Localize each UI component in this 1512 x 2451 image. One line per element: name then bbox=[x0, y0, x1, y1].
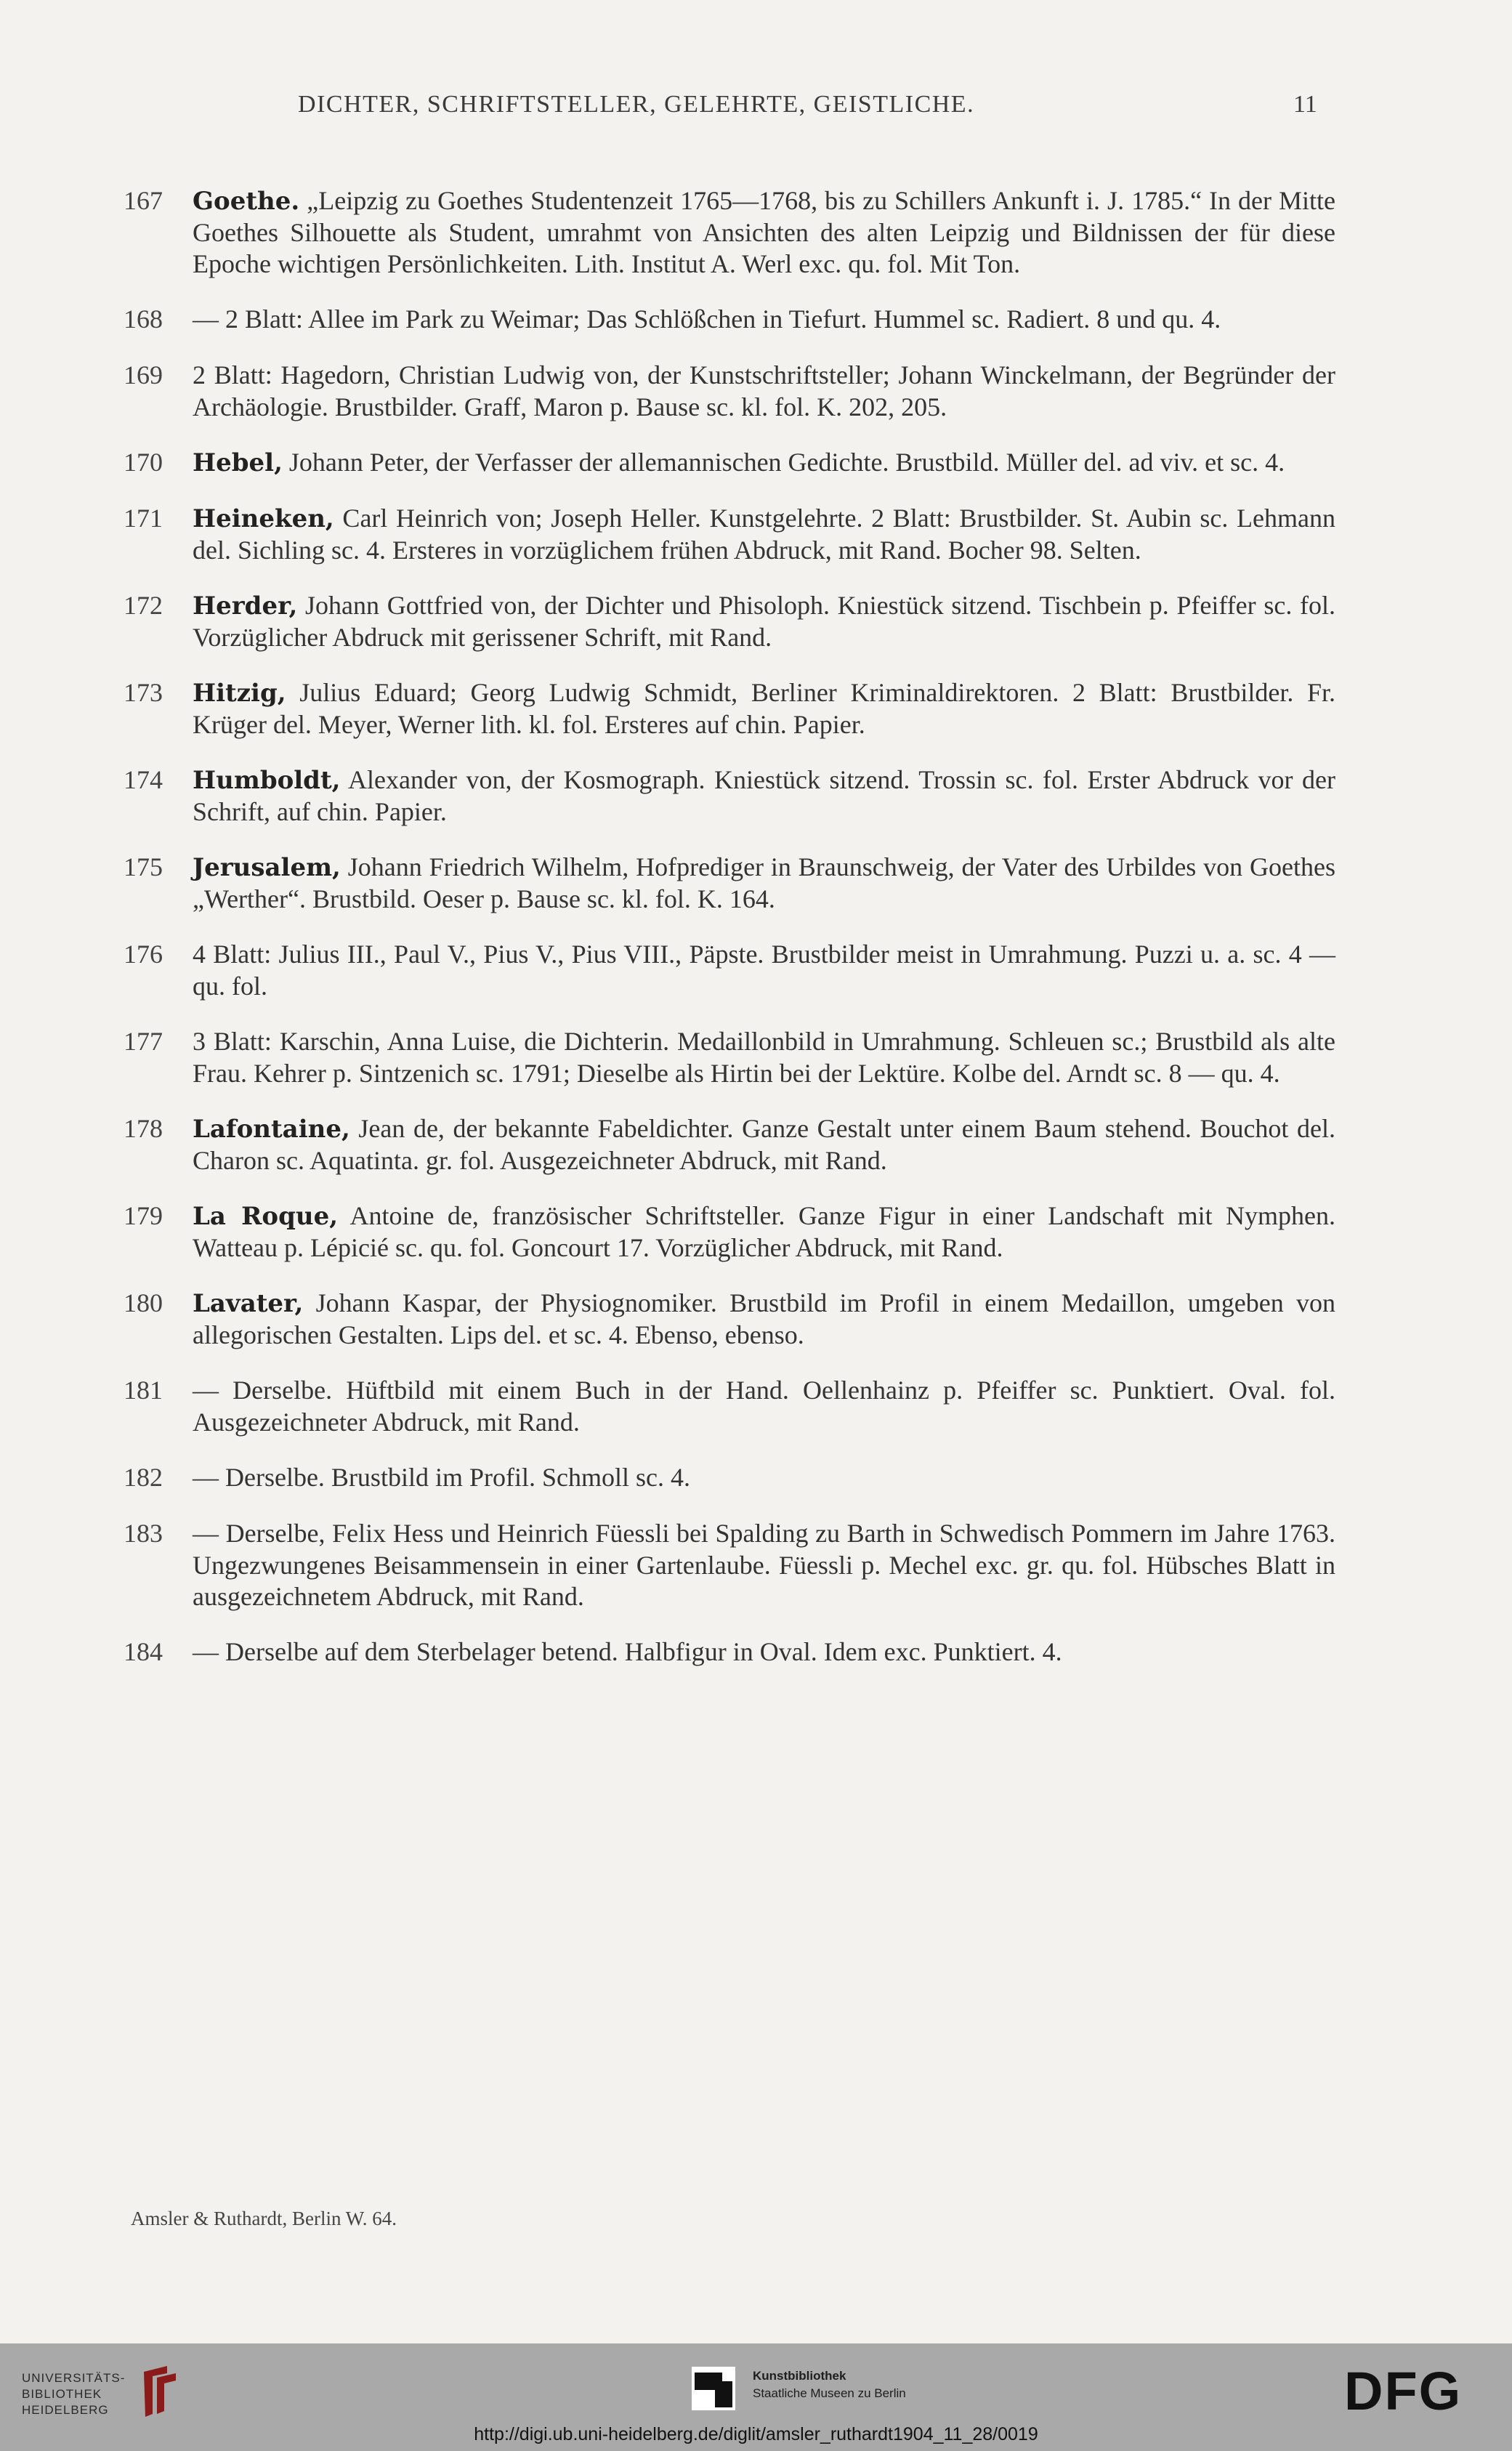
dfg-logo[interactable]: DFG bbox=[1344, 2361, 1463, 2421]
catalog-entry bbox=[124, 503, 1335, 566]
entry-number: 169 bbox=[124, 360, 163, 389]
catalog-entry bbox=[124, 590, 1335, 653]
entry-text: Johann Gottfried von, der Dichter und Phisoloph. Kniestück sitzend. Tischbein p. Pfeiffer sc. fol. Vorzüglicher Abdruck mit gerissener Schrift, mit Rand. bbox=[193, 591, 1335, 652]
catalog-entry bbox=[124, 1200, 1335, 1264]
entry-text: — Derselbe. Hüftbild mit einem Buch in der Hand. Oellenhainz p. Pfeiffer sc. Punktiert. Oval. fol. Ausgezeichneter Abdruck, mit Rand. bbox=[193, 1376, 1335, 1437]
entry-text: Carl Heinrich von; Joseph Heller. Kunstgelehrte. 2 Blatt: Brustbilder. St. Aubin sc. Lehmann del. Sichling sc. 4. Ersteres in vorzüglichem frühen Abdruck, mit Rand. Bocher 98. Selten. bbox=[193, 504, 1335, 565]
entry-text: Johann Kaspar, der Physiognomiker. Brustbild im Profil in einem Medaillon, umgeben von allegorischen Gestalten. Lips del. et sc. 4. Ebenso, ebenso. bbox=[193, 1288, 1335, 1349]
running-title: DICHTER, SCHRIFTSTELLER, GELEHRTE, GEISTLICHE. bbox=[298, 91, 975, 118]
entry-number: 178 bbox=[124, 1114, 163, 1143]
entry-number: 181 bbox=[124, 1376, 163, 1405]
catalog-entry bbox=[124, 1518, 1335, 1612]
entry-text: — 2 Blatt: Allee im Park zu Weimar; Das Schlößchen in Tiefurt. Hummel sc. Radiert. 8 und qu. 4. bbox=[193, 304, 1221, 334]
entry-name: Herder, bbox=[193, 591, 298, 621]
catalog-entry bbox=[124, 360, 1335, 423]
entry-text: Johann Friedrich Wilhelm, Hofprediger in Braunschweig, der Vater des Urbildes von Goethes „Werther“. Brustbild. Oeser p. Bause sc. kl. fol. K. 164. bbox=[193, 852, 1335, 913]
catalog-entry bbox=[124, 939, 1335, 1002]
entry-name: Lavater, bbox=[193, 1289, 304, 1318]
catalog-entry bbox=[124, 764, 1335, 828]
university-line: HEIDELBERG bbox=[22, 2403, 109, 2417]
page-url[interactable]: http://digi.ub.uni-heidelberg.de/diglit/amsler_ruthardt1904_11_28/0019 bbox=[474, 2424, 1038, 2444]
entry-name: Hitzig, bbox=[193, 679, 286, 708]
university-library-logo[interactable] bbox=[22, 2370, 125, 2418]
catalog-entry bbox=[124, 1026, 1335, 1089]
entry-name: La Roque, bbox=[193, 1202, 339, 1231]
entry-number: 168 bbox=[124, 304, 163, 334]
entry-number: 184 bbox=[124, 1637, 163, 1666]
entry-name: Jerusalem, bbox=[193, 853, 341, 882]
catalog-entry bbox=[124, 1375, 1335, 1438]
entry-name: Hebel, bbox=[193, 448, 283, 477]
entry-text: Alexander von, der Kosmograph. Kniestück sitzend. Trossin sc. fol. Erster Abdruck vor der Schrift, auf chin. Papier. bbox=[193, 765, 1335, 826]
entry-number: 173 bbox=[124, 678, 163, 707]
entry-text: Antoine de, französischer Schriftsteller. Ganze Figur in einer Landschaft mit Nymphen. Watteau p. Lépicié sc. qu. fol. Goncourt 17. Vorzüglicher Abdruck, mit Rand. bbox=[193, 1201, 1335, 1262]
printer-imprint: Amsler & Ruthardt, Berlin W. 64. bbox=[131, 2208, 397, 2229]
entry-text: — Derselbe, Felix Hess und Heinrich Füessli bei Spalding zu Barth in Schwedisch Pommern im Jahre 1763. Ungezwungenes Beisammensein in einer Gartenlaube. Füessli p. Mechel exc. gr. qu. fol. Hübsches Blatt in ausgezeichnetem Abdruck, mit Rand. bbox=[193, 1519, 1335, 1611]
university-line: BIBLIOTHEK bbox=[22, 2387, 102, 2401]
catalog-entry bbox=[124, 304, 1335, 336]
entry-number: 174 bbox=[124, 765, 163, 794]
entry-text: 2 Blatt: Hagedorn, Christian Ludwig von, der Kunstschriftsteller; Johann Winckelmann, der Begründer der Archäologie. Brustbilder. Graff, Maron p. Bause sc. kl. fol. K. 202, 205. bbox=[193, 360, 1335, 421]
entry-name: Humboldt, bbox=[193, 766, 341, 795]
entry-number: 175 bbox=[124, 852, 163, 881]
catalog-entry bbox=[124, 1636, 1335, 1668]
entry-name: Lafontaine, bbox=[193, 1115, 350, 1144]
catalog-entry bbox=[124, 185, 1335, 280]
entry-text: Jean de, der bekannte Fabeldichter. Ganze Gestalt unter einem Baum stehend. Bouchot del. Charon sc. Aquatinta. gr. fol. Ausgezeichneter Abdruck, mit Rand. bbox=[193, 1114, 1335, 1175]
catalog-entry bbox=[124, 852, 1335, 915]
catalog-entry bbox=[124, 1462, 1335, 1494]
entry-text: „Leipzig zu Goethes Studentenzeit 1765—1768, bis zu Schillers Ankunft i. J. 1785.“ In der Mitte Goethes Silhouette als Student, umrahmt von Ansichten des alten Leipzig und Bildnissen der für diese Epoche wichtigen Persönlichkeiten. Lith. Institut A. Werl exc. qu. fol. Mit Ton. bbox=[193, 186, 1335, 278]
entry-number: 177 bbox=[124, 1027, 163, 1056]
entry-number: 170 bbox=[124, 448, 163, 477]
kunstbibliothek-logo[interactable] bbox=[753, 2367, 906, 2402]
catalog-entry bbox=[124, 677, 1335, 740]
entry-number: 180 bbox=[124, 1288, 163, 1317]
catalog-entry bbox=[124, 1113, 1335, 1176]
entry-text: 3 Blatt: Karschin, Anna Luise, die Dichterin. Medaillonbild in Umrahmung. Schleuen sc.; Brustbild als alte Frau. Kehrer p. Sintzenich sc. 1791; Dieselbe als Hirtin bei der Lektüre. Kolbe del. Arndt sc. 8 — qu. 4. bbox=[193, 1027, 1335, 1088]
entry-number: 179 bbox=[124, 1201, 163, 1230]
university-emblem-icon bbox=[138, 2363, 183, 2421]
university-line: UNIVERSITÄTS- bbox=[22, 2371, 126, 2385]
entry-number: 172 bbox=[124, 591, 163, 620]
entry-number: 183 bbox=[124, 1519, 163, 1548]
entry-name: Heineken, bbox=[193, 504, 334, 533]
entry-name: Goethe. bbox=[193, 187, 300, 216]
entry-number: 167 bbox=[124, 186, 163, 215]
catalog-entries bbox=[124, 185, 1335, 1692]
entry-number: 171 bbox=[124, 504, 163, 533]
entry-number: 176 bbox=[124, 940, 163, 969]
page-number: 11 bbox=[1293, 91, 1317, 118]
entry-text: — Derselbe auf dem Sterbelager betend. Halbfigur in Oval. Idem exc. Punktiert. 4. bbox=[193, 1637, 1062, 1666]
entry-text: 4 Blatt: Julius III., Paul V., Pius V., Pius VIII., Päpste. Brustbilder meist in Umrahmung. Puzzi u. a. sc. 4 — qu. fol. bbox=[193, 940, 1335, 1001]
kunstbibliothek-subtitle: Staatliche Museen zu Berlin bbox=[753, 2386, 906, 2400]
entry-number: 182 bbox=[124, 1463, 163, 1492]
kunstbibliothek-icon bbox=[690, 2365, 737, 2412]
entry-text: — Derselbe. Brustbild im Profil. Schmoll sc. 4. bbox=[193, 1463, 690, 1492]
kunstbibliothek-name: Kunstbibliothek bbox=[753, 2369, 846, 2383]
catalog-entry bbox=[124, 1288, 1335, 1351]
entry-text: Johann Peter, der Verfasser der allemannischen Gedichte. Brustbild. Müller del. ad viv. et sc. 4. bbox=[282, 448, 1285, 477]
catalog-entry bbox=[124, 447, 1335, 479]
entry-text: Julius Eduard; Georg Ludwig Schmidt, Berliner Kriminaldirektoren. 2 Blatt: Brustbilder. Fr. Krüger del. Meyer, Werner lith. kl. fol. Ersteres auf chin. Papier. bbox=[193, 678, 1335, 739]
